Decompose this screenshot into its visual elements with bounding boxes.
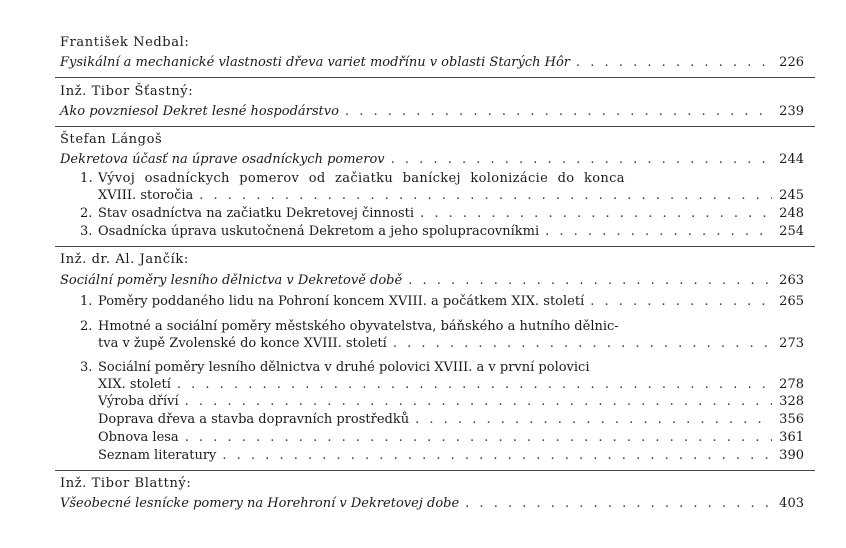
leader-dots	[391, 151, 772, 169]
leader-dots	[465, 495, 772, 513]
section-divider	[55, 246, 815, 247]
author-name: František Nedbal:	[60, 35, 190, 50]
toc-subsubentry[interactable]	[98, 393, 804, 411]
page-number: 361	[779, 430, 804, 445]
toc-subsubentry[interactable]	[98, 429, 804, 447]
item-text: XIX. století	[98, 377, 171, 392]
leader-dots	[415, 411, 772, 429]
toc-subentry-continuation[interactable]	[98, 335, 804, 353]
toc-entry[interactable]	[60, 272, 804, 290]
page-number: 239	[779, 104, 804, 119]
toc-subentry-continuation[interactable]	[98, 187, 804, 205]
toc-subsubentry[interactable]	[98, 411, 804, 429]
page-number: 248	[779, 206, 804, 221]
leader-dots	[185, 429, 772, 447]
leader-dots	[545, 223, 772, 241]
leader-dots	[576, 54, 772, 72]
toc-subentry[interactable]	[80, 318, 804, 336]
leader-dots	[420, 205, 772, 223]
leader-dots	[185, 393, 772, 411]
page-number: 254	[779, 224, 804, 239]
article-title: Sociální poměry lesního dělnictva v Dekretově době	[60, 273, 403, 288]
page-number: 403	[779, 496, 804, 511]
leader-dots	[590, 293, 772, 311]
item-number: 2.	[80, 319, 93, 334]
toc-subentry[interactable]	[80, 359, 804, 377]
toc-entry[interactable]	[60, 103, 804, 121]
toc-subentry[interactable]	[80, 293, 804, 311]
item-text: Poměry poddaného lidu na Pohroní koncem XVIII. a počátkem XIX. století	[98, 294, 585, 309]
item-text: Obnova lesa	[98, 430, 179, 445]
toc-entry[interactable]	[60, 151, 804, 169]
author-name: Inž. Tibor Šťastný:	[60, 84, 194, 99]
item-text: XVIII. storočia	[98, 188, 194, 203]
toc-entry[interactable]	[60, 54, 804, 72]
page-number: 390	[779, 448, 804, 463]
leader-dots	[222, 447, 772, 465]
leader-dots	[345, 103, 772, 121]
page-number: 245	[779, 188, 804, 203]
article-title: Fysikální a mechanické vlastnosti dřeva variet modřínu v oblasti Starých Hôr	[60, 55, 571, 70]
page-number: 273	[779, 336, 804, 351]
page-number: 263	[779, 273, 804, 288]
item-text: tva v župě Zvolenské do konce XVIII. století	[98, 336, 387, 351]
author-name: Inž. Tibor Blattný:	[60, 476, 192, 491]
page-number: 356	[779, 412, 804, 427]
toc-entry[interactable]	[60, 495, 804, 513]
toc-subentry[interactable]	[80, 205, 804, 223]
item-number: 1.	[80, 171, 94, 186]
page-number: 244	[779, 152, 804, 167]
toc-subentry-continuation[interactable]	[98, 376, 804, 394]
toc-subentry[interactable]	[80, 170, 804, 188]
article-title: Dekretova účasť na úprave osadníckych pomerov	[60, 152, 385, 167]
item-text: Hmotné a sociální poměry městského obyvatelstva, báňského a hutního dělnic-	[98, 319, 619, 334]
item-text: Sociální poměry lesního dělnictva v druhé polovici XVIII. a v první polovici	[98, 360, 590, 375]
leader-dots	[177, 376, 772, 394]
item-text: Osadnícka úprava uskutočnená Dekretom a jeho spolupracovníkmi	[98, 224, 540, 239]
page-number: 265	[779, 294, 804, 309]
page-number: 226	[779, 55, 804, 70]
item-text: Stav osadníctva na začiatku Dekretovej činnosti	[98, 206, 415, 221]
article-title: Všeobecné lesnícke pomery na Horehroní v Dekretovej dobe	[60, 496, 460, 511]
leader-dots	[393, 335, 772, 353]
page-number: 278	[779, 377, 804, 392]
item-number: 3.	[80, 360, 93, 375]
item-number: 3.	[80, 224, 93, 239]
section-divider	[55, 470, 815, 471]
leader-dots	[199, 187, 772, 205]
item-text: Seznam literatury	[98, 448, 217, 463]
section-divider	[55, 77, 815, 78]
toc-subsubentry[interactable]	[98, 447, 804, 465]
author-name: Inž. dr. Al. Jančík:	[60, 252, 189, 267]
leader-dots	[408, 272, 772, 290]
toc-subentry[interactable]	[80, 223, 804, 241]
item-text: Výroba dříví	[98, 394, 179, 409]
item-text: Vývoj osadníckych pomerov od začiatku baníckej kolonizácie do konca	[98, 171, 625, 186]
page-number: 328	[779, 394, 804, 409]
article-title: Ako povzniesol Dekret lesné hospodárstvo	[60, 104, 339, 119]
item-number: 1.	[80, 294, 93, 309]
item-text: Doprava dřeva a stavba dopravních prostředků	[98, 412, 410, 427]
item-number: 2.	[80, 206, 93, 221]
section-divider	[55, 126, 815, 127]
author-name: Štefan Lángoš	[60, 132, 163, 147]
